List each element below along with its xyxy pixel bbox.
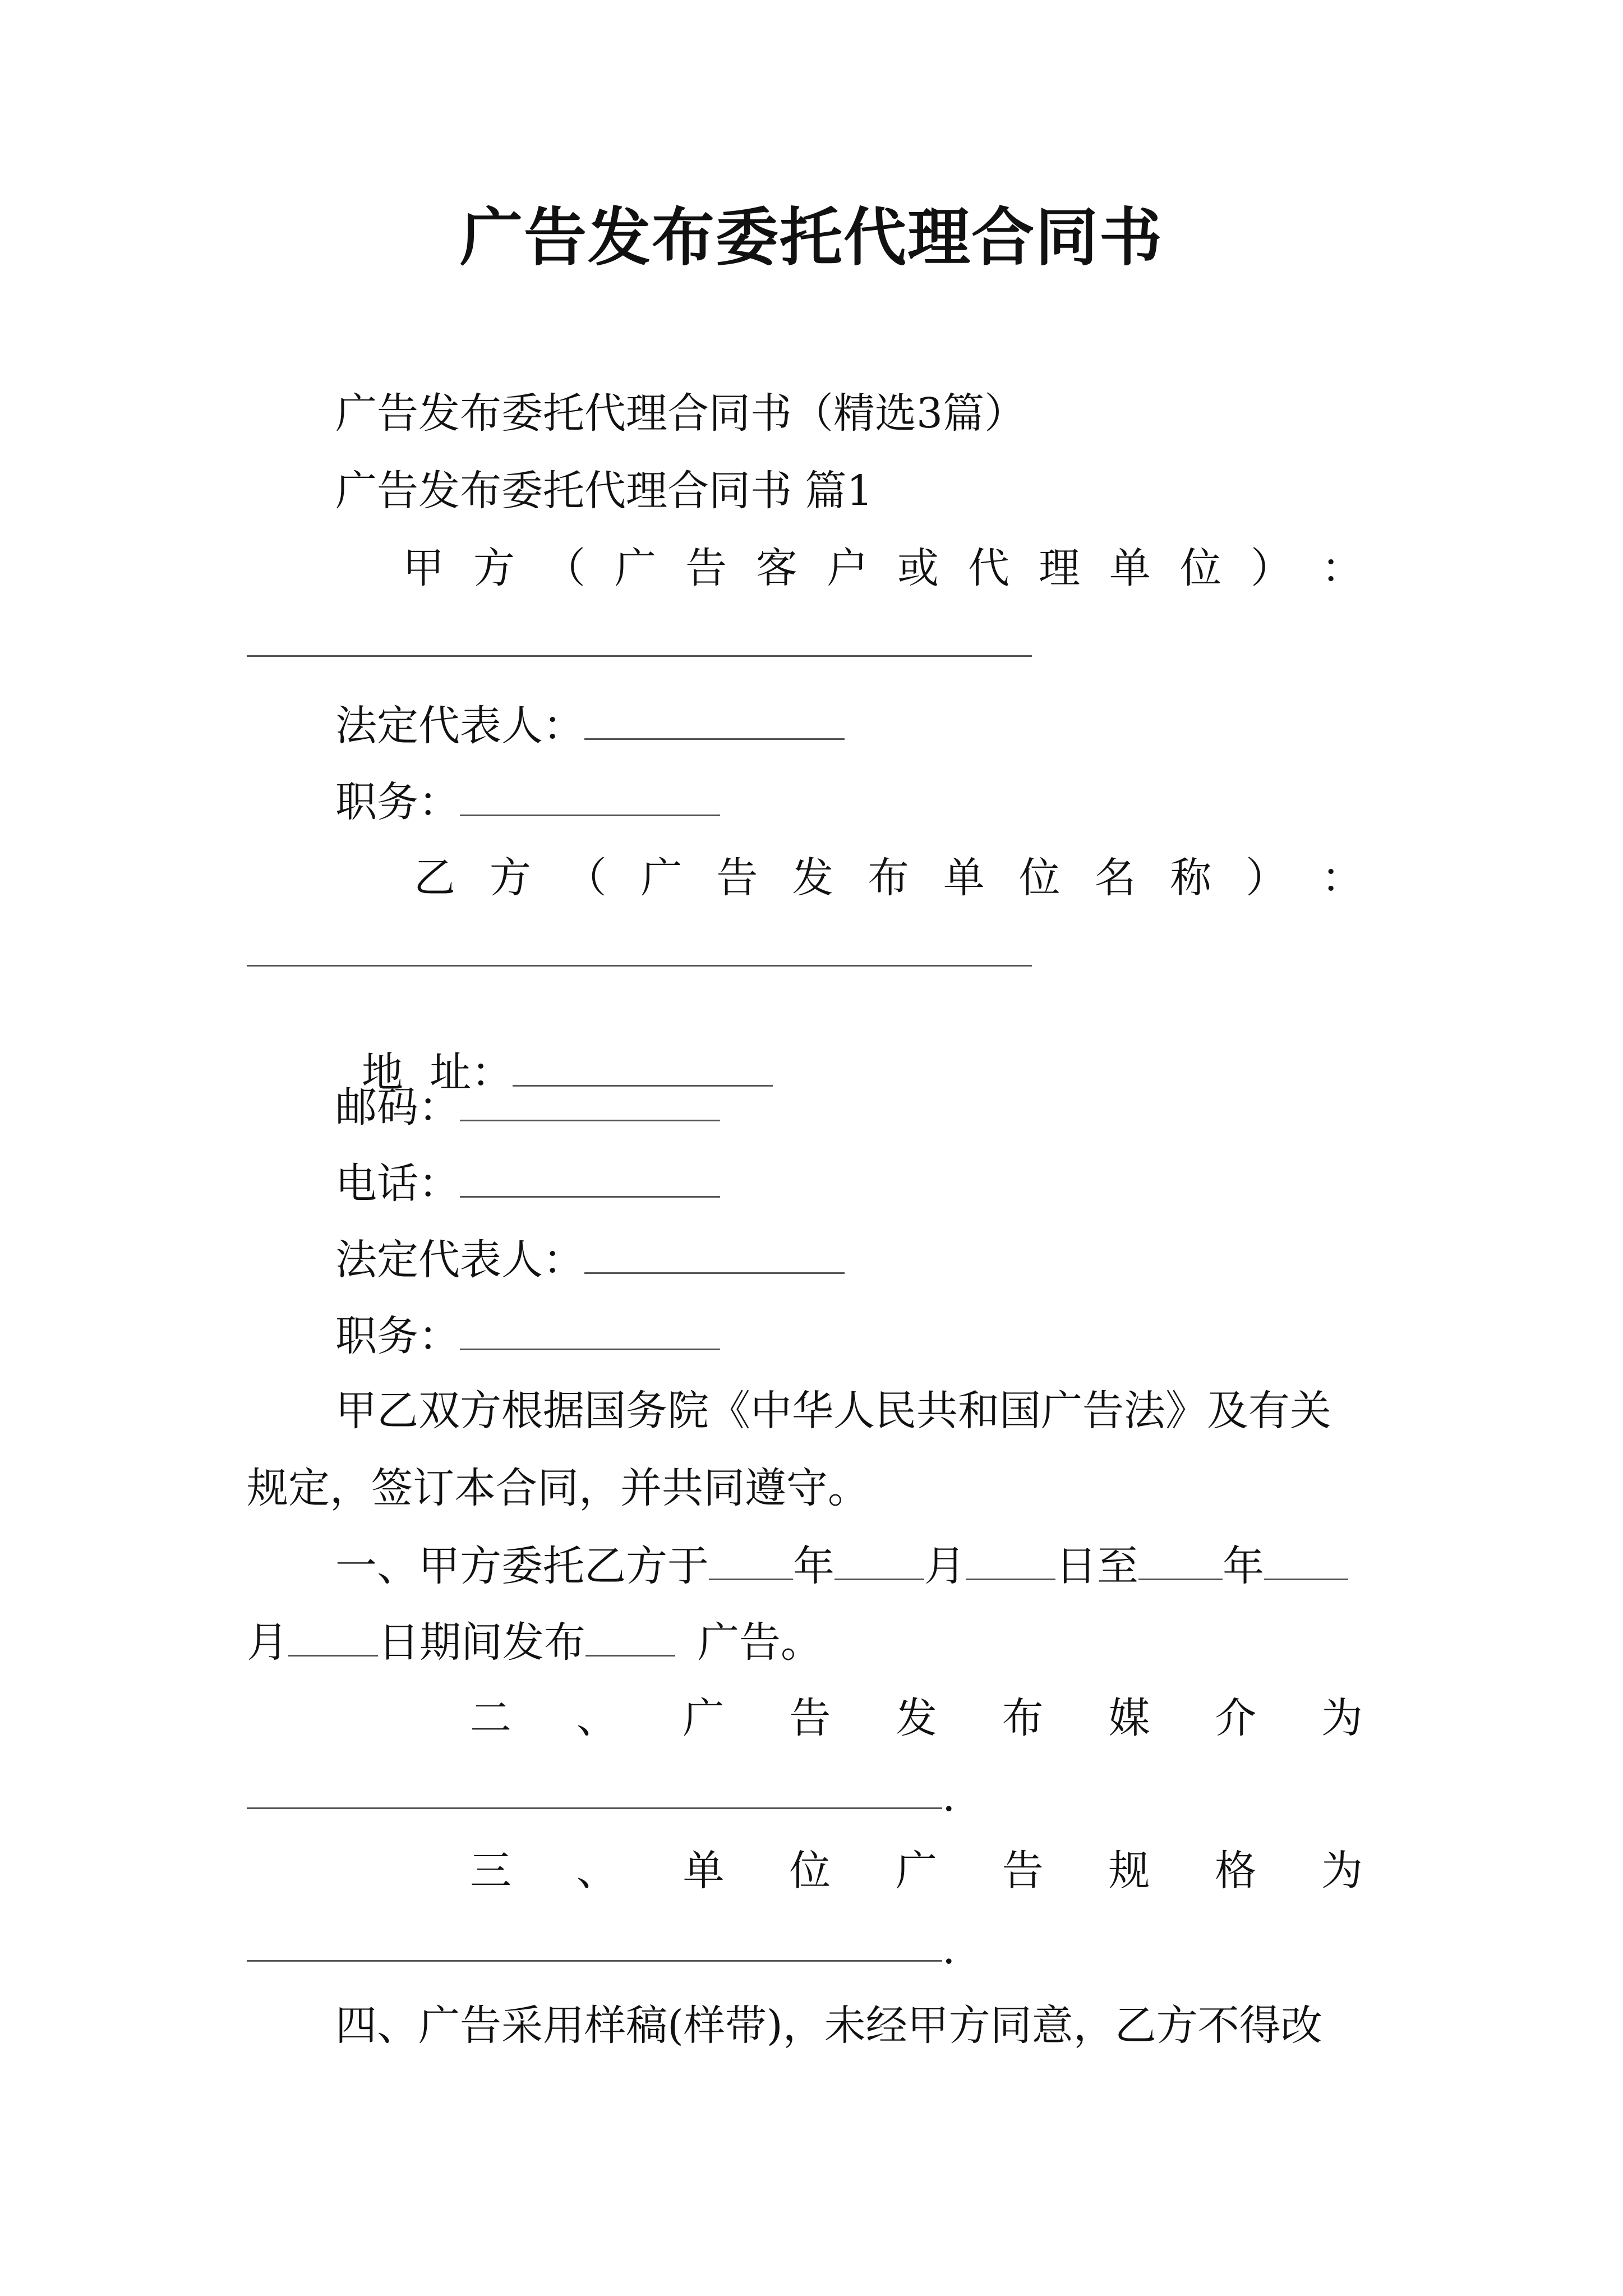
end-day-blank [288, 1620, 378, 1657]
clause-2-char: 媒 [1108, 1694, 1150, 1742]
party-b-name-blank [247, 965, 1032, 967]
party-b-heading-char: 发 [792, 854, 834, 902]
party-a-position-blank [460, 780, 720, 816]
party-b-phone-label: 电话： [335, 1159, 460, 1208]
clause-2-heading [470, 1694, 1363, 1742]
period-label: 日期间发布 [378, 1618, 585, 1667]
month-label: 月 [924, 1542, 966, 1590]
party-b-position-label: 职务： [335, 1312, 460, 1360]
clause-2-char: 发 [896, 1694, 937, 1742]
party-a-position-label: 职务： [335, 778, 460, 826]
clause-3-char: 告 [1002, 1847, 1044, 1895]
document-title: 广告发布委托代理合同书 [460, 201, 1163, 274]
clause-3-char: 广 [896, 1847, 937, 1895]
day-to-label: 日至 [1055, 1542, 1138, 1590]
party-a-heading-char: ） [1251, 544, 1292, 592]
party-b-postcode [335, 1083, 720, 1131]
party-a-heading-char: 位 [1180, 544, 1221, 592]
clause-2-period: . [942, 1773, 956, 1821]
clause-2-char: 介 [1215, 1694, 1257, 1742]
clause-3-char: 格 [1215, 1847, 1257, 1895]
clause-1-line-1 [335, 1542, 1348, 1590]
start-month-blank [834, 1544, 924, 1580]
clause-3-char: 规 [1108, 1847, 1150, 1895]
clause-2-blank [247, 1807, 942, 1809]
party-a-heading-char: 或 [897, 544, 939, 592]
end-month-blank [1264, 1544, 1348, 1580]
party-b-legal-rep [335, 1236, 845, 1284]
party-b-heading-char: 称 [1170, 854, 1212, 902]
year-label: 年 [793, 1542, 834, 1590]
party-b-heading-char: 方 [489, 854, 531, 902]
party-a-legal-rep-blank [584, 703, 845, 740]
party-b-address-label: 地 址： [362, 1048, 513, 1097]
party-b-heading [414, 854, 1363, 902]
party-b-phone [335, 1159, 720, 1208]
clause-2-char: 广 [683, 1694, 725, 1742]
party-a-heading-char: （ [544, 544, 585, 592]
party-a-heading-char: 告 [685, 544, 727, 592]
party-a-heading-char: ： [1321, 544, 1363, 592]
party-a-heading-char: 户 [827, 544, 868, 592]
party-a-heading-char: 代 [968, 544, 1009, 592]
month-label-2: 月 [247, 1618, 288, 1667]
start-year-blank [709, 1544, 793, 1580]
party-b-heading-char: ） [1246, 854, 1288, 902]
party-b-address-blank [513, 1050, 773, 1087]
end-year-blank [1138, 1544, 1223, 1580]
ad-content-blank [585, 1620, 675, 1657]
party-a-heading-char: 方 [473, 544, 515, 592]
clause-3-heading [470, 1847, 1363, 1895]
party-a-heading-char: 甲 [403, 544, 444, 592]
party-a-legal-rep-label: 法定代表人： [335, 702, 584, 750]
clause-3-char: 、 [576, 1847, 618, 1895]
party-a-heading-char: 单 [1109, 544, 1151, 592]
clause-3-blank [247, 1960, 942, 1962]
clause-2-char: 布 [1002, 1694, 1044, 1742]
part-heading: 广告发布委托代理合同书 篇1 [335, 467, 873, 515]
clause-3-char: 三 [470, 1847, 511, 1895]
party-b-legal-rep-blank [584, 1237, 845, 1274]
party-b-legal-rep-label: 法定代表人： [335, 1236, 584, 1284]
party-a-legal-rep [335, 702, 845, 750]
party-a-heading [403, 544, 1363, 592]
party-b-postcode-blank [460, 1085, 720, 1121]
party-a-position [335, 778, 720, 826]
ad-label: 广告。 [698, 1618, 822, 1667]
year-label-2: 年 [1223, 1542, 1264, 1590]
party-a-heading-char: 客 [756, 544, 797, 592]
party-b-postcode-label: 邮码： [335, 1083, 460, 1131]
intro-line-1: 甲乙双方根据国务院《中华人民共和国广告法》及有关 [335, 1387, 1331, 1435]
party-b-heading-char: 名 [1094, 854, 1136, 902]
party-b-heading-char: 单 [943, 854, 985, 902]
clause-1-start: 一、甲方委托乙方于 [335, 1542, 709, 1590]
party-a-heading-char: 广 [615, 544, 656, 592]
clause-3-period: . [942, 1925, 956, 1973]
clause-4-line-1: 四、广告采用样稿(样带)，未经甲方同意，乙方不得改 [335, 2001, 1322, 2050]
clause-2-char: 二 [470, 1694, 511, 1742]
party-b-address [335, 1009, 773, 1097]
party-b-heading-char: ： [1321, 854, 1363, 902]
party-b-heading-char: （ [565, 854, 607, 902]
party-b-heading-char: 乙 [414, 854, 455, 902]
clause-3-char: 位 [789, 1847, 831, 1895]
clause-3-char: 为 [1321, 1847, 1363, 1895]
clause-2-char: 为 [1321, 1694, 1363, 1742]
party-b-position-blank [460, 1314, 720, 1350]
party-a-heading-char: 理 [1039, 544, 1080, 592]
intro-line-2: 规定，签订本合同，并共同遵守。 [247, 1464, 869, 1512]
clause-1-line-2 [247, 1618, 822, 1667]
party-a-name-blank [247, 655, 1032, 657]
party-b-heading-char: 告 [716, 854, 758, 902]
party-b-phone-blank [460, 1161, 720, 1198]
party-b-position [335, 1312, 720, 1360]
party-b-heading-char: 广 [640, 854, 683, 902]
clause-2-char: 、 [576, 1694, 618, 1742]
clause-3-char: 单 [683, 1847, 725, 1895]
clause-2-char: 告 [789, 1694, 831, 1742]
start-day-blank [966, 1544, 1055, 1580]
party-b-heading-char: 布 [867, 854, 909, 902]
document-subtitle: 广告发布委托代理合同书（精选3篇） [335, 389, 1026, 438]
party-b-heading-char: 位 [1018, 854, 1061, 902]
